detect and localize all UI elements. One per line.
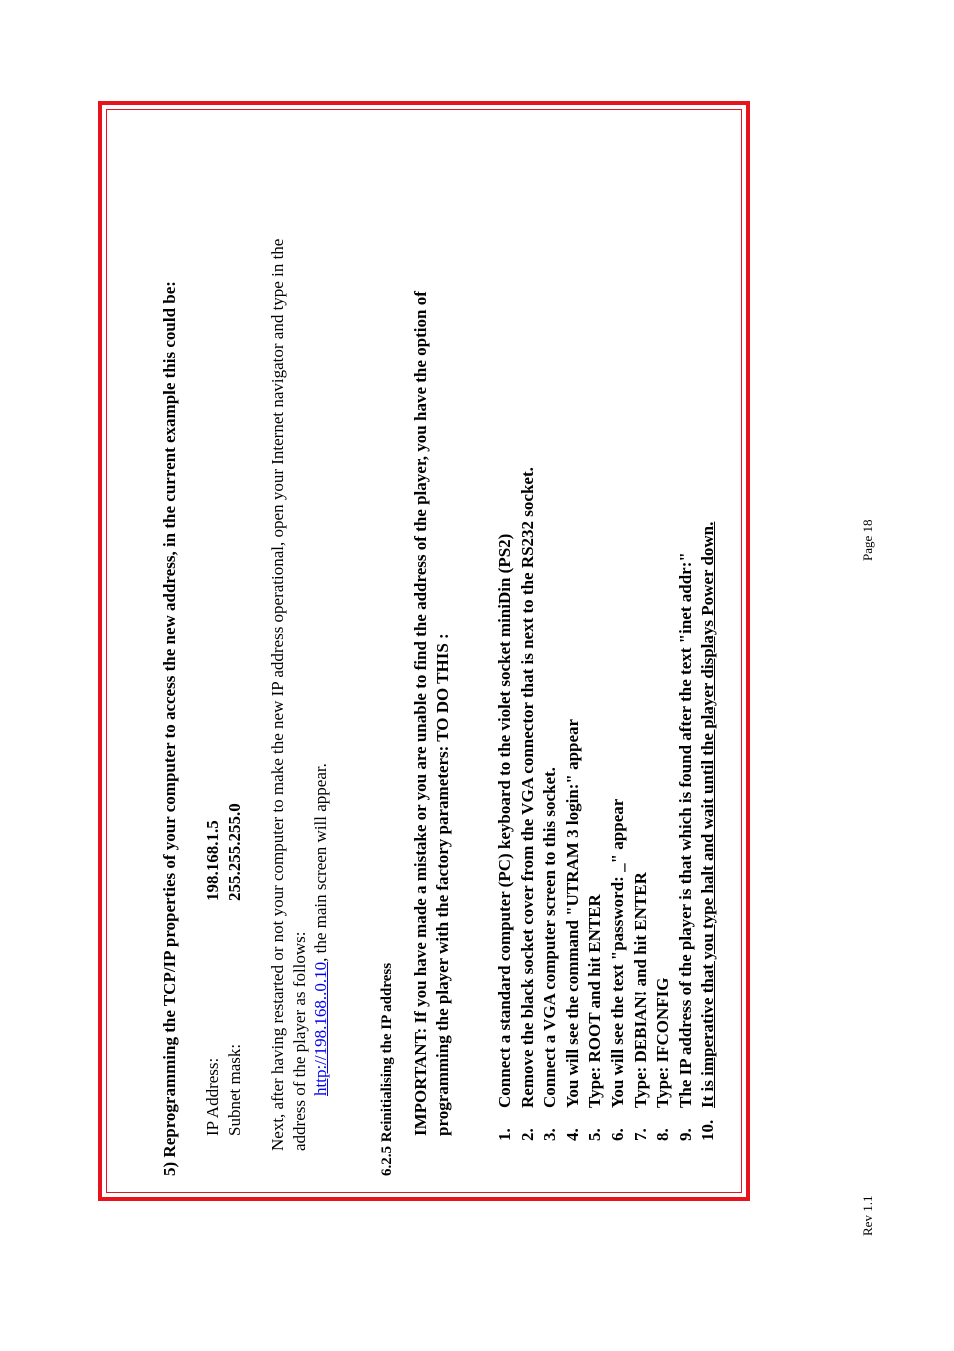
subnet-mask-label: Subnet mask: xyxy=(225,1043,244,1136)
step-text: Connect a standard computer (PC) keyboard to the violet socket miniDin (PS2) xyxy=(495,533,514,1108)
step-text: Connect a VGA computer screen to this socket. xyxy=(540,767,560,1108)
step-number: 3. xyxy=(540,1128,560,1141)
step-text: Type: IFCONFIG xyxy=(653,977,673,1108)
step-number: 2. xyxy=(517,1128,537,1141)
footer-page-number: Page 18 xyxy=(860,519,875,561)
player-url-link[interactable]: http://198.168..0.10 xyxy=(311,961,330,1096)
ip-address-value: 198.168.1.5 xyxy=(203,820,222,901)
step-number: 5. xyxy=(585,1128,605,1141)
step-number: 7. xyxy=(630,1128,650,1141)
step-text: It is imperative that you type halt and wait until the player displays Power down. xyxy=(698,521,718,1108)
step-text: You will see the command "UTRAM 3 login:" appear xyxy=(562,718,582,1108)
step-number: 1. xyxy=(495,1128,514,1141)
step-number: 4. xyxy=(562,1128,582,1141)
instruction-paragraph-line-2: address of the player as follows: xyxy=(290,931,309,1151)
ip-address-label: IP Address: xyxy=(203,1057,222,1136)
section-6-2-5-heading: 6.2.5 Reinitialising the IP address xyxy=(379,962,395,1176)
footer-revision: Rev 1.1 xyxy=(860,1195,875,1236)
step-number: 9. xyxy=(675,1128,695,1141)
subnet-mask-value: 255.255.255.0 xyxy=(225,803,244,901)
step-text: You will see the text "password: _" appear xyxy=(607,798,627,1108)
step-text: Remove the black socket cover from the VGA connector that is next to the RS232 socket. xyxy=(517,467,537,1108)
section-5-heading: 5) Reprogramming the TCP/IP properties of your computer to access the new address, in the current example this could be: xyxy=(160,281,179,1176)
step-text: Type: ROOT and hit ENTER xyxy=(585,894,605,1108)
player-url-suffix: , the main screen will appear. xyxy=(311,763,330,962)
step-number: 8. xyxy=(653,1128,673,1141)
important-notice-line-1: IMPORTANT: If you have made a mistake or you are unable to find the address of the player, you have the option of xyxy=(411,291,430,1136)
step-number: 6. xyxy=(607,1128,627,1141)
instruction-paragraph-line-1: Next, after having restarted or not your computer to make the new IP address operational, open your Internet navigator and type in the xyxy=(268,238,287,1151)
step-text: The IP address of the player is that which is found after the text "inet addr:" xyxy=(675,552,695,1108)
step-number: 10. xyxy=(698,1119,718,1141)
important-notice-line-2: programming the player with the factory parameters: TO DO THIS : xyxy=(433,633,452,1136)
step-text: Type: DEBIAN! and hit ENTER xyxy=(630,872,650,1108)
